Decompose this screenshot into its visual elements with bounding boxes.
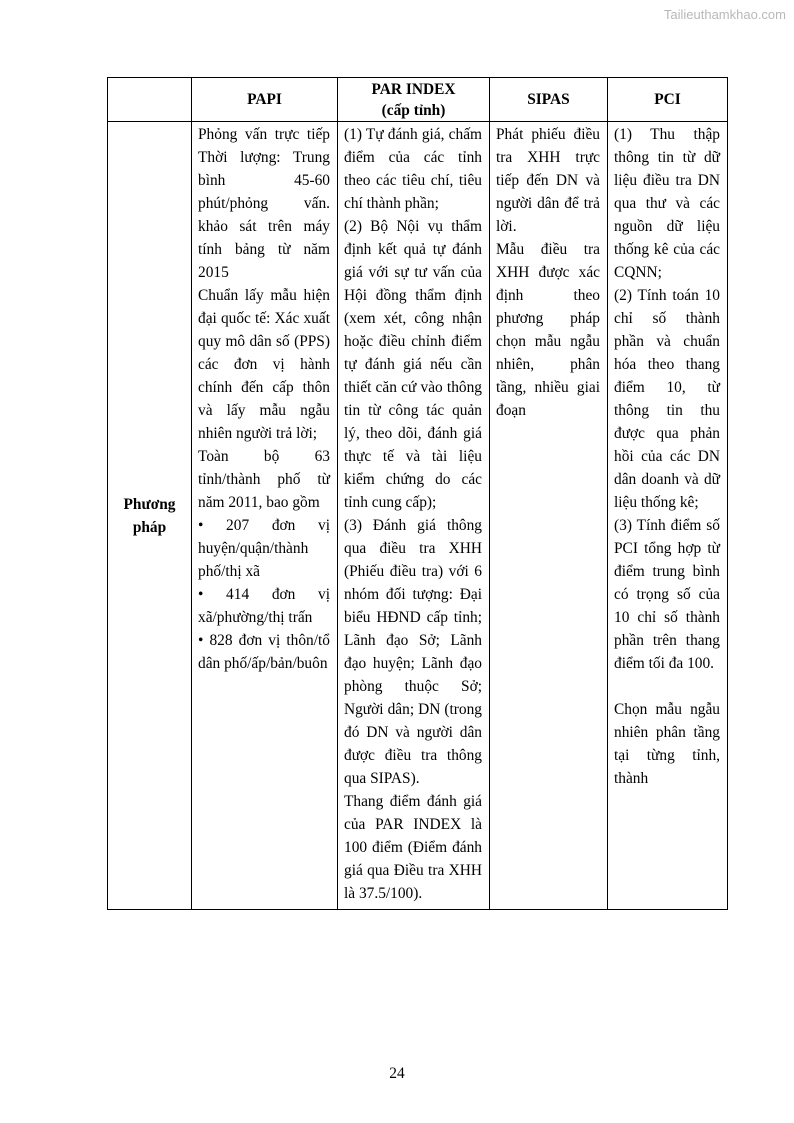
cell-spacer xyxy=(614,675,720,698)
cell-paragraph: (3) Tính điểm số PCI tổng hợp từ điểm trung bình có trọng số của 10 chỉ số thành phần trên thang điểm tối đa 100. xyxy=(614,517,720,672)
cell-paragraph: Phỏng vấn trực tiếp Thời lượng: Trung bình 45-60 phút/phỏng vấn. khảo sát trên máy tính bảng từ năm 2015 xyxy=(198,126,330,281)
header-pci: PCI xyxy=(608,78,728,122)
row-label-line: pháp xyxy=(132,518,167,536)
cell-paragraph: (1) Tự đánh giá, chấm điểm của các tỉnh theo các tiêu chí, tiêu chí thành phần; xyxy=(344,126,482,212)
table-header-row xyxy=(108,78,728,122)
cell-paragraph: (2) Bộ Nội vụ thẩm định kết quả tự đánh giá với sự tư vấn của Hội đồng thẩm định (xem xét, công nhận hoặc điều chỉnh điểm tự đánh giá nếu cần thiết căn cứ vào thông tin từ công tác quản lý, theo dõi, đánh giá thực tế và tài liệu kiểm chứng do các tỉnh cung cấp); xyxy=(344,218,482,511)
cell-paragraph: Chuẩn lấy mẫu hiện đại quốc tế: Xác xuất quy mô dân số (PPS) các đơn vị hành chính đến cấp thôn và lấy mẫu ngẫu nhiên người trả lời; xyxy=(198,287,330,442)
cell-paragraph: Toàn bộ 63 tỉnh/thành phố từ năm 2011, bao gồm xyxy=(198,448,330,511)
header-corner xyxy=(108,78,192,122)
cell-paragraph: (3) Đánh giá thông qua điều tra XHH (Phiếu điều tra) với 6 nhóm đối tượng: Đại biểu HĐND cấp tỉnh; Lãnh đạo Sở; Lãnh đạo huyện; Lãnh đạo phòng thuộc Sở; Người dân; DN (trong đó DN và người dân được điều tra thông qua SIPAS). xyxy=(344,517,482,787)
row-label-line: Phương xyxy=(123,495,176,513)
header-par-index-subtitle: (cấp tỉnh) xyxy=(381,101,446,119)
cell-paragraph: Phát phiếu điều tra XHH trực tiếp đến DN và người dân để trả lời. xyxy=(496,126,600,235)
cell-paragraph: Thang điểm đánh giá của PAR INDEX là 100 điểm (Điểm đánh giá qua Điều tra XHH là 37.5/100). xyxy=(344,793,482,902)
header-par-index-title: PAR INDEX xyxy=(371,80,456,98)
cell-paragraph: Mẫu điều tra XHH được xác định theo phương pháp chọn mẫu ngẫu nhiên, phân tầng, nhiều giai đoạn xyxy=(496,241,600,419)
header-papi: PAPI xyxy=(192,78,338,122)
cell-sipas xyxy=(490,122,608,910)
header-par-index xyxy=(338,78,490,122)
cell-bullet: • 828 đơn vị thôn/tổ dân phố/ấp/bản/buôn xyxy=(198,632,330,672)
cell-bullet: • 414 đơn vị xã/phường/thị trấn xyxy=(198,586,330,626)
watermark-text: Tailieuthamkhao.com xyxy=(663,7,786,22)
cell-papi xyxy=(192,122,338,910)
page-number: 24 xyxy=(389,1065,405,1082)
comparison-table xyxy=(107,77,728,910)
cell-par-index xyxy=(338,122,490,910)
row-label-method xyxy=(108,122,192,910)
header-sipas: SIPAS xyxy=(490,78,608,122)
cell-pci xyxy=(608,122,728,910)
table-row xyxy=(108,122,728,910)
cell-bullet: • 207 đơn vị huyện/quận/thành phố/thị xã xyxy=(198,517,330,580)
cell-paragraph: (2) Tính toán 10 chỉ số thành phần và chuẩn hóa theo thang điểm 10, từ thông tin thu được qua phản hồi của các DN dân doanh và dữ liệu thống kê; xyxy=(614,287,720,511)
cell-paragraph: Chọn mẫu ngẫu nhiên phân tầng tại từng tỉnh, thành xyxy=(614,701,720,787)
cell-paragraph: (1) Thu thập thông tin từ dữ liệu điều tra DN qua thư và các nguồn dữ liệu thống kê của các CQNN; xyxy=(614,126,720,281)
